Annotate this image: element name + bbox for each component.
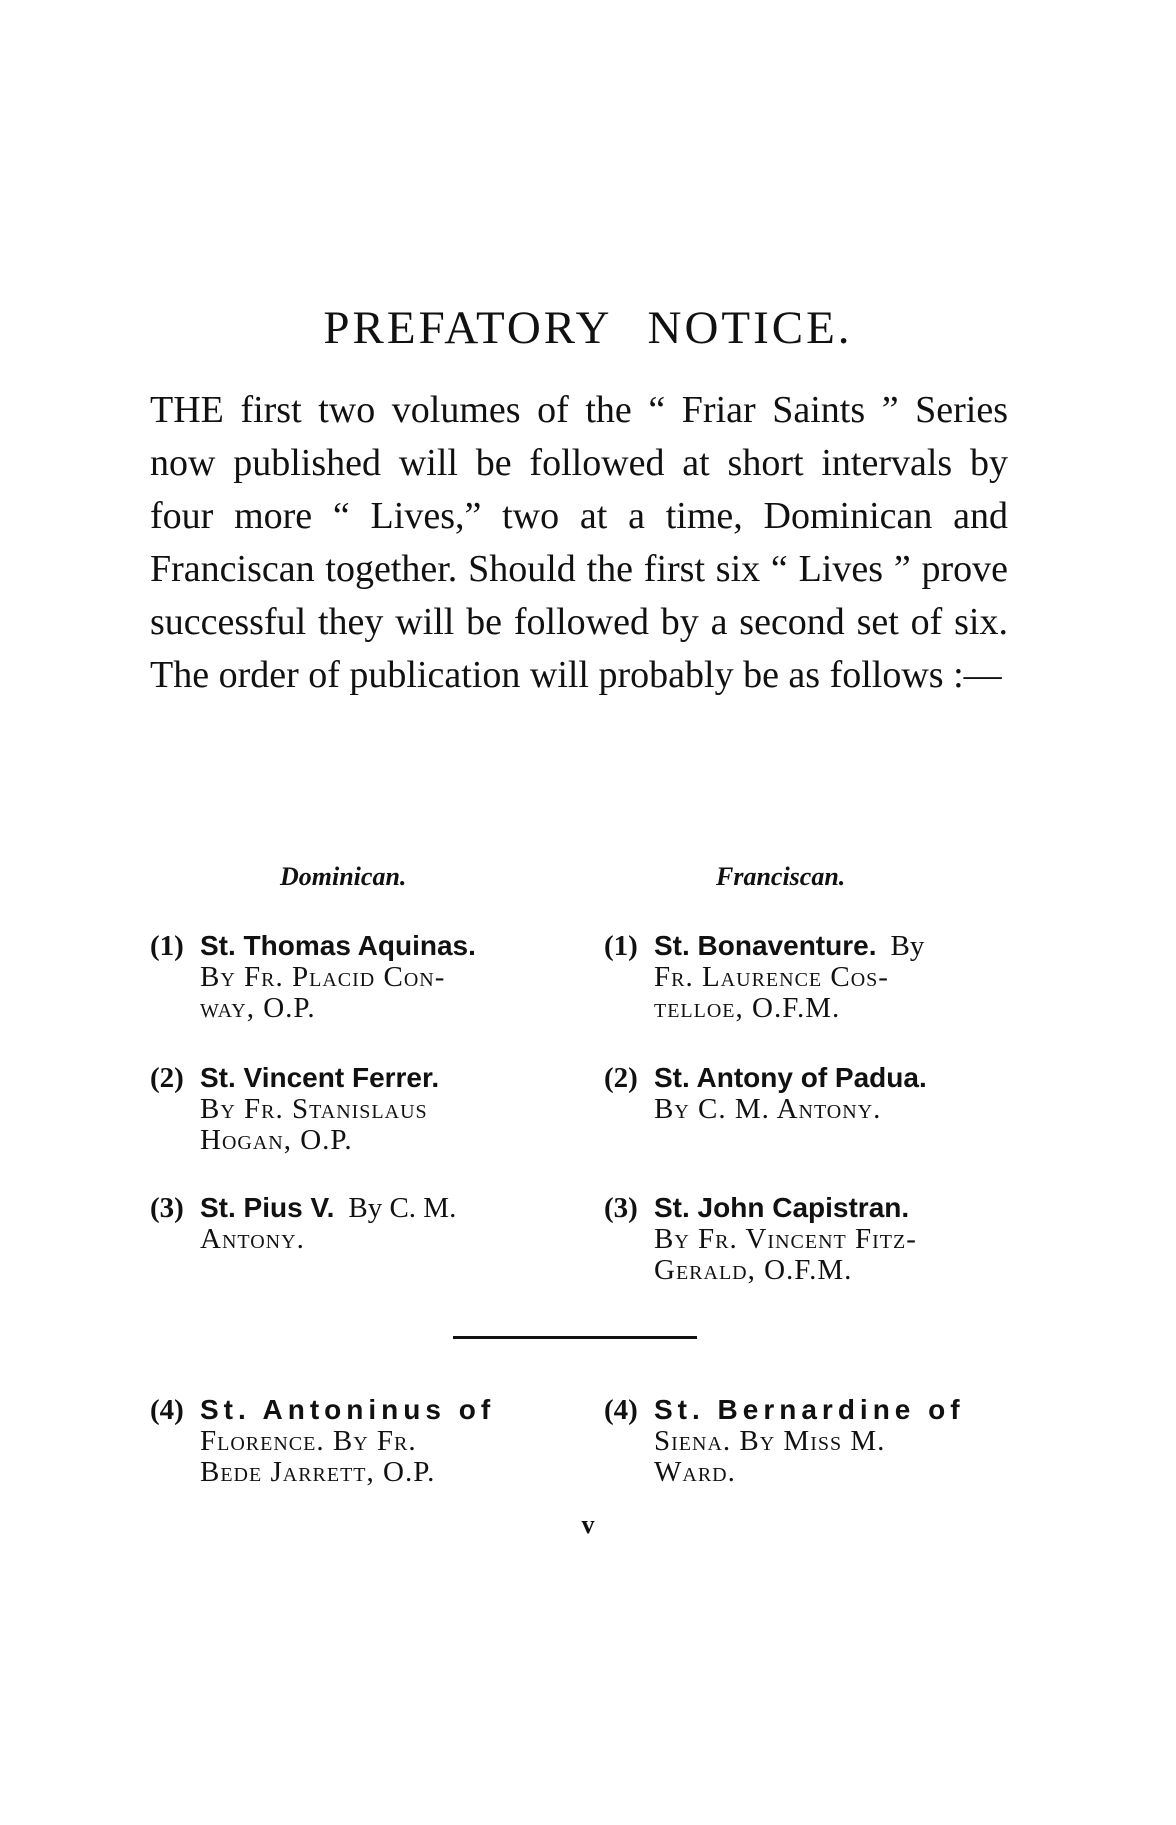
author-line: By Fr. Stanislaus — [200, 1093, 428, 1125]
saint-name: St. Vincent Ferrer. — [200, 1062, 440, 1093]
by-text: By C. M. — [348, 1192, 457, 1224]
saint-name: St. Antony of Padua. — [654, 1062, 927, 1093]
dominican-entry-4 — [150, 1394, 560, 1488]
saint-name: St. Antoninus of — [200, 1394, 496, 1425]
entry-number: (3) — [604, 1192, 638, 1224]
author-line: telloe, O.F.M. — [654, 992, 841, 1024]
entry-number: (4) — [150, 1394, 184, 1426]
intro-paragraph — [150, 384, 1008, 702]
franciscan-entry-2 — [604, 1062, 1024, 1125]
section-divider — [453, 1336, 697, 1339]
entry-number: (2) — [150, 1062, 184, 1094]
franciscan-entry-1 — [604, 930, 1024, 1024]
author-line: Bede Jarrett, O.P. — [200, 1456, 436, 1488]
entry-number: (2) — [604, 1062, 638, 1094]
franciscan-entry-4 — [604, 1394, 1024, 1488]
author-line: By Fr. Placid Con- — [200, 961, 446, 993]
by-text: By — [890, 930, 925, 962]
dominican-heading: Dominican. — [280, 862, 407, 891]
author-line: By C. M. Antony. — [654, 1093, 882, 1125]
author-line: Siena. By Miss M. — [654, 1425, 886, 1457]
franciscan-entry-3 — [604, 1192, 1024, 1286]
franciscan-heading: Franciscan. — [716, 862, 846, 891]
author-line: Florence. By Fr. — [200, 1425, 417, 1457]
dominican-entry-2 — [150, 1062, 560, 1156]
entry-number: (1) — [604, 930, 638, 962]
page-title: PREFATORY NOTICE. — [323, 302, 853, 355]
saint-name: St. John Capistran. — [654, 1192, 910, 1223]
author-line: Ward. — [654, 1456, 736, 1488]
dominican-entry-3 — [150, 1192, 560, 1255]
saint-name: St. Thomas Aquinas. — [200, 930, 476, 961]
intro-text: first two volumes of the “ Friar Saints ” Series now published will be followed at short intervals by four more “ Lives,” two at a time, Dominican and Franciscan together. Should the first six “ Lives ” prove successful they will be followed by a second set of six. The order of publication will probably be as follows :— — [150, 389, 1008, 696]
author-line: By Fr. Vincent Fitz- — [654, 1223, 917, 1255]
dominican-entry-1 — [150, 930, 560, 1024]
author-line: Fr. Laurence Cos- — [654, 961, 889, 993]
page-number: v — [581, 1510, 595, 1539]
entry-number: (1) — [150, 930, 184, 962]
entry-number: (3) — [150, 1192, 184, 1224]
entry-number: (4) — [604, 1394, 638, 1426]
saint-name: St. Pius V. — [200, 1192, 335, 1223]
author-line: Antony. — [200, 1223, 305, 1255]
author-line: Hogan, O.P. — [200, 1124, 353, 1156]
author-line: way, O.P. — [200, 992, 316, 1024]
saint-name: St. Bonaventure. — [654, 930, 877, 961]
saint-name: St. Bernardine of — [654, 1394, 965, 1425]
author-line: Gerald, O.F.M. — [654, 1254, 853, 1286]
intro-lead-word: THE — [150, 389, 224, 431]
